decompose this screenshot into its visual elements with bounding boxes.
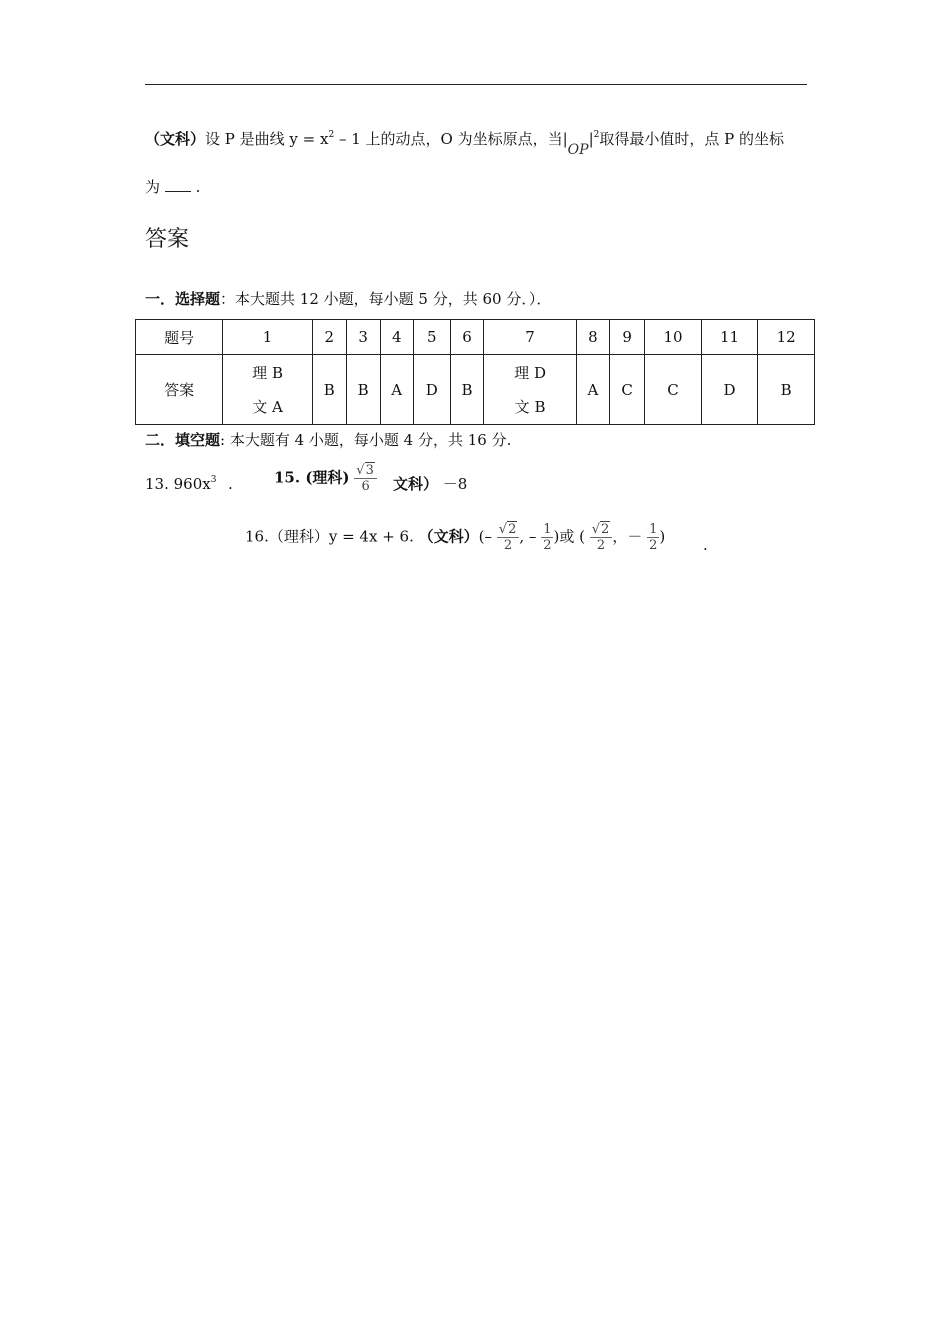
- abs-close: |: [588, 130, 594, 148]
- question-number: 10: [645, 320, 702, 355]
- answer-cell: C: [645, 355, 702, 425]
- q13-exponent: 3: [210, 475, 217, 485]
- question-line-1: [145, 129, 784, 160]
- frac-den: 2: [543, 538, 552, 553]
- frac-num: 2: [508, 522, 517, 537]
- question-number: 4: [380, 320, 413, 355]
- vector-op: OP: [567, 142, 589, 158]
- frac-num: 1: [543, 522, 552, 537]
- frac-den: 2: [596, 538, 606, 553]
- q16-end: .: [703, 536, 708, 554]
- q15-wen: 文科）: [393, 475, 439, 493]
- frac-num: 2: [601, 522, 610, 537]
- section-1-header: [145, 289, 551, 309]
- question-tag: （文科）: [145, 130, 206, 148]
- section-1-label: 一．选择题: [145, 290, 221, 308]
- answer-cell: A: [380, 355, 413, 425]
- answer-li: 理 B: [252, 363, 283, 382]
- answer-cell: B: [758, 355, 815, 425]
- question-text-b: – 1 上的动点，O 为坐标原点，当|: [334, 130, 568, 148]
- answer-blank: [165, 179, 191, 192]
- answer-15-wen: [393, 474, 467, 494]
- q16-or: )或 (: [553, 527, 585, 546]
- answer-li: 理 D: [514, 363, 546, 382]
- q16-prefix: 16.（理科）y = 4x + 6.: [245, 527, 419, 546]
- exponent: 2: [328, 130, 335, 140]
- answer-cell: B: [450, 355, 484, 425]
- question-number: 6: [450, 320, 484, 355]
- question-text-a: 设 P 是曲线 y = x: [205, 130, 329, 148]
- answer-cell: [223, 355, 313, 425]
- fraction-1-over-2: [647, 522, 659, 553]
- q16-wen: （文科）: [418, 527, 479, 546]
- question-number: 7: [484, 320, 576, 355]
- q13-dot: .: [228, 475, 233, 493]
- q16-comma: , –: [519, 527, 537, 546]
- answer-13: [145, 474, 216, 494]
- fraction-sqrt2-over-2: $\frac{√2}{2}$: [590, 522, 613, 553]
- q16-comma: ，－: [612, 527, 643, 546]
- fraction-sqrt2-over-2: $\frac{√2}{2}$: [497, 522, 520, 553]
- frac-den: 2: [503, 538, 513, 553]
- question-text-d: 为: [145, 178, 161, 196]
- fraction-sqrt3-over-6: $\frac{√3}{6}$: [354, 463, 377, 494]
- answer-16: [245, 522, 665, 553]
- table-row-numbers: [136, 320, 815, 355]
- table-answer-label: 答案: [136, 355, 223, 425]
- question-line-2: [145, 177, 200, 197]
- q13-text: 13. 960x: [145, 475, 211, 493]
- section-1-text: ：本大题共 12 小题，每小题 5 分，共 60 分．）．: [220, 290, 552, 308]
- q15-wen-value: －8: [442, 475, 468, 493]
- question-text-c: 取得最小值时，点 P 的坐标: [599, 130, 784, 148]
- section-2-label: 二．填空题: [145, 431, 221, 449]
- answer-wen: 文 B: [514, 397, 546, 416]
- answer-cell: C: [610, 355, 645, 425]
- frac-den: 6: [361, 479, 370, 494]
- q15-li: 15. (理科): [274, 468, 350, 487]
- answer-15: [274, 463, 377, 494]
- question-number: 11: [701, 320, 758, 355]
- answer-cell: B: [346, 355, 380, 425]
- q16-close: ): [659, 527, 666, 546]
- answer-table: [135, 319, 815, 425]
- answer-wen: 文 A: [252, 397, 283, 416]
- question-number: 9: [610, 320, 645, 355]
- question-number: 3: [346, 320, 380, 355]
- answer-cell: B: [312, 355, 346, 425]
- section-2-header: [145, 430, 511, 450]
- frac-num: 3: [365, 463, 374, 478]
- table-header-label: 题号: [136, 320, 223, 355]
- question-number: 12: [758, 320, 815, 355]
- header-rule: [145, 84, 807, 85]
- exponent-2: 2: [593, 130, 600, 140]
- question-number: 1: [223, 320, 313, 355]
- question-end: .: [195, 178, 201, 196]
- section-2-text: : 本大题有 4 小题，每小题 4 分，共 16 分.: [220, 431, 512, 449]
- question-number: 5: [413, 320, 450, 355]
- frac-den: 2: [649, 538, 658, 553]
- answer-heading: 答案: [145, 227, 190, 252]
- frac-num: 1: [649, 522, 658, 537]
- answer-cell: A: [576, 355, 609, 425]
- table-row-answers: [136, 355, 815, 425]
- answer-cell: [484, 355, 576, 425]
- answer-cell: D: [701, 355, 758, 425]
- question-number: 2: [312, 320, 346, 355]
- question-number: 8: [576, 320, 609, 355]
- q16-open: (–: [478, 527, 492, 546]
- fraction-1-over-2: [541, 522, 553, 553]
- answer-cell: D: [413, 355, 450, 425]
